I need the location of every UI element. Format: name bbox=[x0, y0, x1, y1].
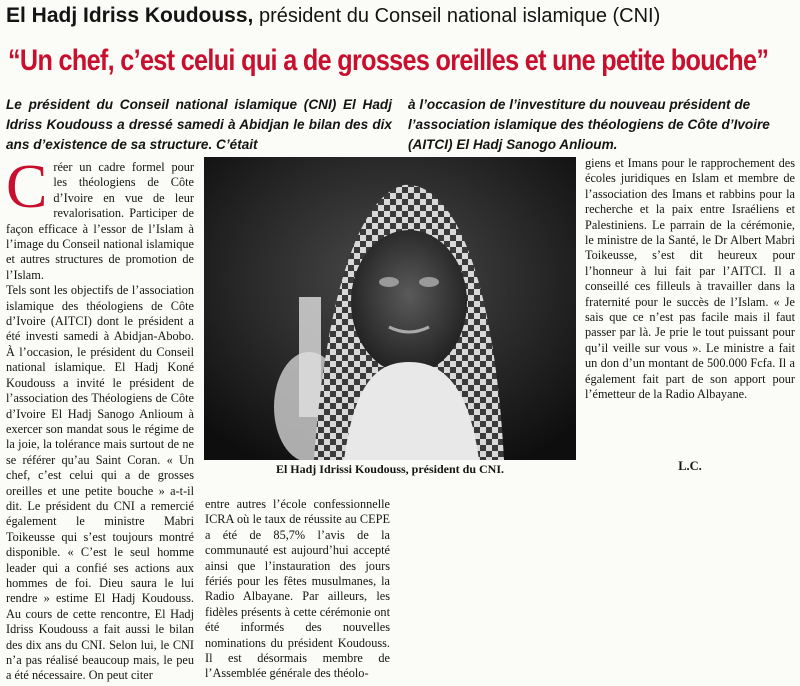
column-1-paragraph-2: Tels sont les objectifs de l’association islamique des théologiens de Côte d’Ivoire (AITCI) dont le président a été investi samedi à Abidjan-Abobo. À l’occasion, le président du Conseil national islamique. El Hadj Koné Koudouss a invité le président de l’association des Théologiens de Côte d’Ivoire El Hadj Sanogo Anlioum à exercer son mandat sous le régime de la joie, la tolérance mais surtout de ne se référer qu’au Saint Coran. « Un chef, c’est celui qui a de grosses oreilles et une petite bouche » a-t-il dit. Le président du CNI a remercié également le ministre Mabri Toikeusse qui s’est toujours montré disponible. « C’est le seul homme leader qui a confié ses actions aux hommes de foi. Dieu saura le lui rendre » estime El Hadj Koudouss. Au cours de cette rencontre, El Hadj Idriss Koudouss a fait aussi le bilan des dix ans du CNI. Selon lui, le CNI n’a pas réalisé beaucoup mais, le peu a été nécessaire. On peut citer bbox=[6, 283, 194, 683]
headline-title: président du Conseil national islamique (CNI) bbox=[253, 5, 661, 27]
headline-name: El Hadj Idriss Koudouss, bbox=[6, 4, 254, 27]
lead-paragraph-right: à l’occasion de l’investiture du nouveau président de l’association islamique des théologiens de Côte d’Ivoire (AITCI) El Hadj Sanogo Anlioum. bbox=[408, 97, 770, 152]
headline-quote: “Un chef, c’est celui qui a de grosses oreilles et une petite bouche” bbox=[8, 44, 769, 77]
photo-caption: El Hadj Idrissi Koudouss, président du CNI. bbox=[275, 462, 505, 476]
portrait-illustration bbox=[204, 157, 576, 460]
headline bbox=[6, 4, 796, 28]
lead-paragraph-left: Le président du Conseil national islamique (CNI) El Hadj Idriss Koudouss a dressé samedi à Abidjan le bilan des dix ans d’existence de sa structure. C’était bbox=[6, 97, 392, 152]
column-1-paragraph-1: réer un cadre formel pour les théologiens de Côte d’Ivoire en vue de leur revalorisation. Participer de façon efficace à l’essor de l’Islam à l’image du Conseil national islamique et autres structures de promotion de l’Islam. bbox=[6, 160, 194, 282]
drop-cap: C bbox=[6, 153, 48, 221]
article-column-2 bbox=[205, 497, 390, 682]
column-2-paragraph-1: entre autres l’école confessionnelle ICRA où le taux de réussite au CEPE a été de 85,7% l’avis de la communauté est aujourd’hui accepté ainsi que l’instauration des jours fériés pour les fêtes musulmanes, la Radio Albayane. Par ailleurs, les fidèles présents à cette cérémonie ont été informés des nouvelles nominations du président Koudouss. Il est désormais membre de l’Assemblée générale des théolo- bbox=[205, 497, 390, 681]
author-signature: L.C. bbox=[678, 459, 702, 473]
column-3-paragraph-1: giens et Imans pour le rapprochement des écoles juridiques en Islam et membre de l’association des Imans et rabbins pour la recherche et la paix entre Israéliens et Palestiniens. Le parrain de la cérémonie, le ministre de la Santé, le Dr Albert Mabri Toikeusse, s’est dit heureux pour l’honneur à lui fait par l’AITCI. Il a conseillé ces filleuls à travailler dans la fraternité pour le succès de l’Islam. « Je sais que ce n’est pas facile mais il faut passer par là. Je prie le tout puissant pour qu’il veille sur vous ». Le ministre a fait un don d’un montant de 500.000 Fcfa. Il a également fait part de son apport pour l’émetteur de la Radio Albayane. bbox=[585, 156, 795, 402]
article-column-1 bbox=[6, 153, 194, 684]
portrait-photo bbox=[204, 157, 576, 460]
article-column-3 bbox=[585, 156, 795, 403]
